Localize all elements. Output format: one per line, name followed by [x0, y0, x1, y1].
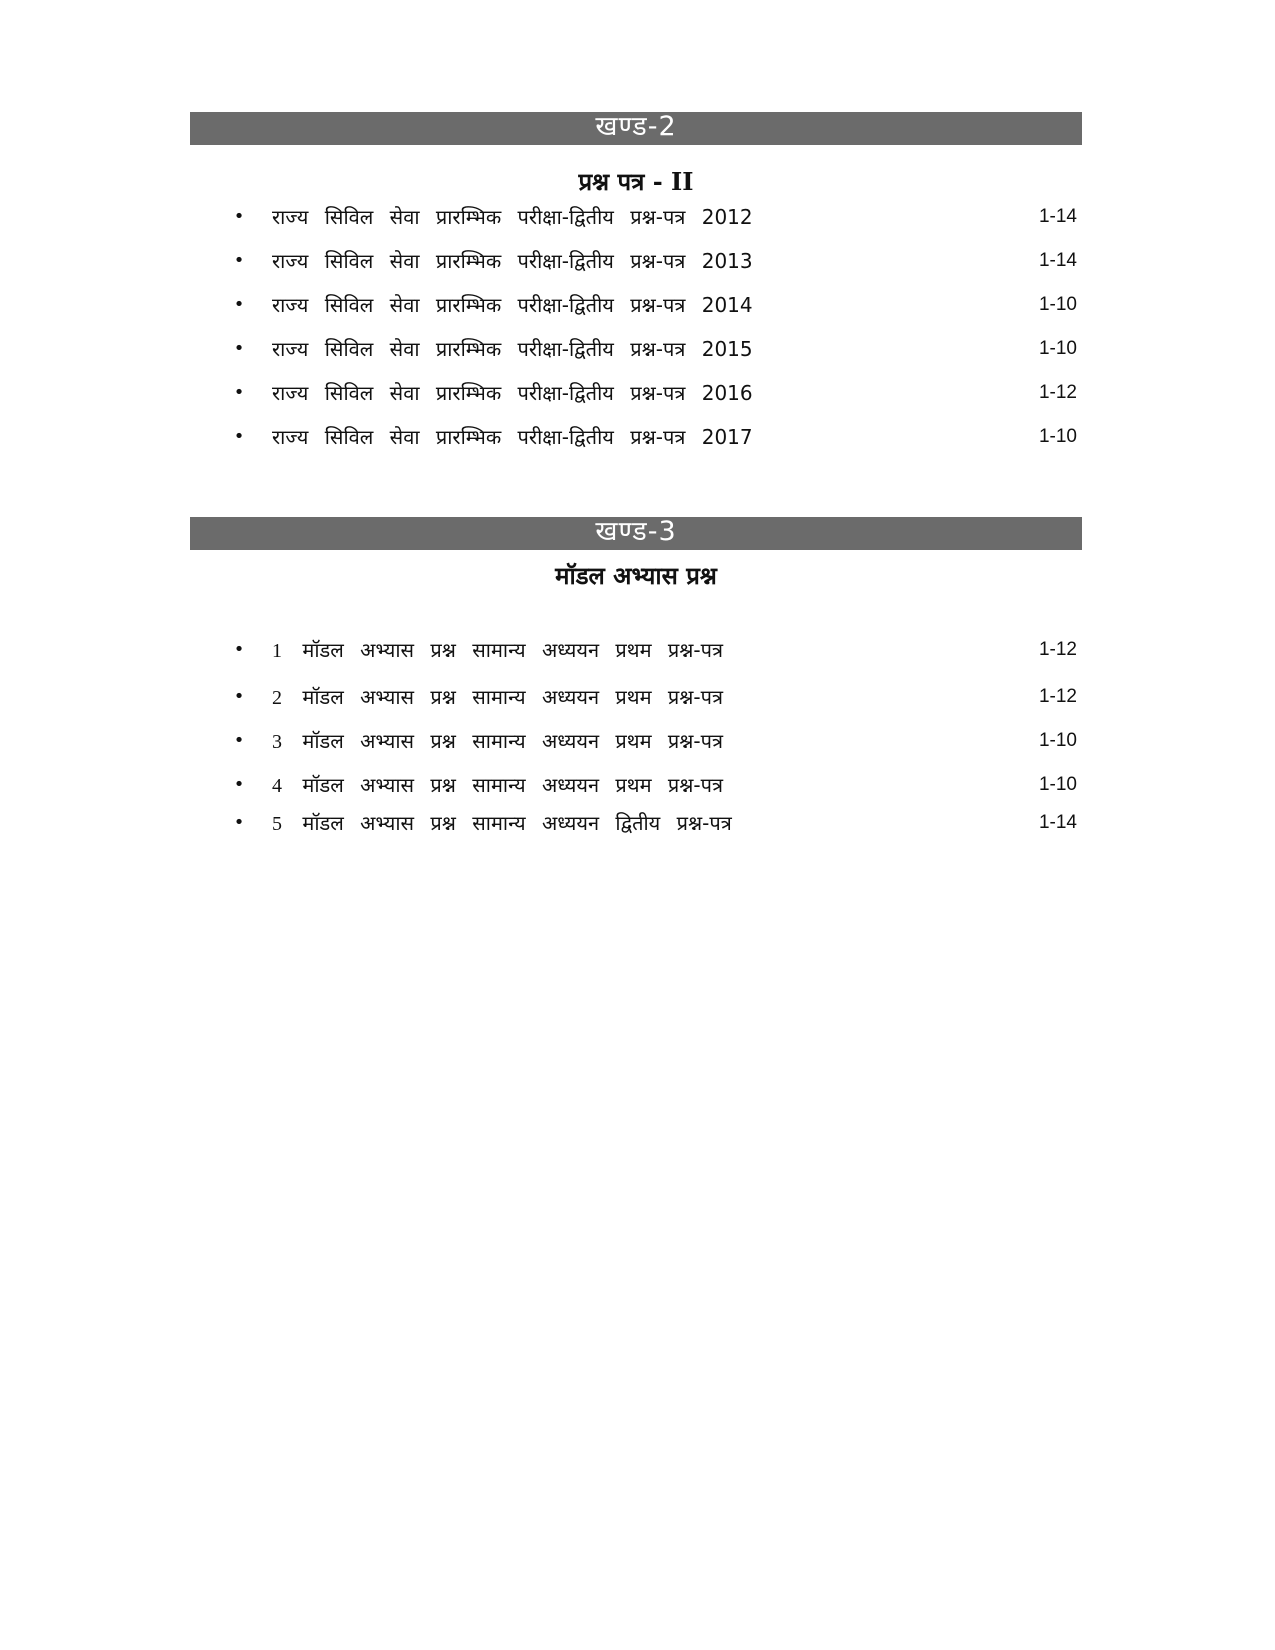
- toc-entry-number: 4: [272, 775, 282, 797]
- toc-entry-pages: 1-10: [1038, 774, 1077, 795]
- section-3-heading: खण्ड-3: [190, 517, 1082, 550]
- toc-entry-title: राज्य सिविल सेवा प्रारम्भिक परीक्षा-द्वितीय प्रश्न-पत्र 2014: [272, 293, 753, 317]
- toc-entry-pages: 1-14: [1038, 250, 1077, 271]
- toc-entry-title: राज्य सिविल सेवा प्रारम्भिक परीक्षा-द्वितीय प्रश्न-पत्र 2013: [272, 249, 753, 273]
- toc-entry-title-group: [272, 771, 723, 800]
- section-2-heading: खण्ड-2: [190, 112, 1082, 145]
- toc-entry-title-group: [272, 636, 723, 665]
- toc-entry-title: राज्य सिविल सेवा प्रारम्भिक परीक्षा-द्वितीय प्रश्न-पत्र 2016: [272, 381, 753, 405]
- toc-entry: [232, 683, 1077, 711]
- bullet-icon: •: [233, 812, 245, 833]
- toc-entry-number: 3: [272, 731, 282, 753]
- toc-entry-pages: 1-12: [1038, 686, 1077, 707]
- toc-entry-pages: 1-12: [1038, 382, 1077, 403]
- toc-entry: [232, 636, 1077, 664]
- toc-entry-pages: 1-12: [1038, 639, 1077, 660]
- toc-entry: [232, 203, 1077, 231]
- toc-entry-pages: 1-10: [1038, 730, 1077, 751]
- bullet-icon: •: [233, 206, 245, 227]
- toc-entry: [232, 771, 1077, 799]
- bullet-icon: •: [233, 730, 245, 751]
- toc-entry-number: 1: [272, 640, 282, 662]
- bullet-icon: •: [233, 686, 245, 707]
- toc-entry-title: मॉडल अभ्यास प्रश्न सामान्य अध्ययन प्रथम प्रश्न-पत्र: [302, 729, 724, 753]
- toc-entry-number: 5: [272, 813, 282, 835]
- toc-entry-title-group: [272, 727, 723, 756]
- bullet-icon: •: [233, 774, 245, 795]
- toc-entry: [232, 247, 1077, 275]
- bullet-icon: •: [233, 639, 245, 660]
- bullet-icon: •: [233, 382, 245, 403]
- toc-entry-title: मॉडल अभ्यास प्रश्न सामान्य अध्ययन प्रथम प्रश्न-पत्र: [302, 638, 724, 662]
- toc-entry-title-group: [272, 809, 732, 838]
- toc-entry-title: मॉडल अभ्यास प्रश्न सामान्य अध्ययन प्रथम प्रश्न-पत्र: [302, 773, 724, 797]
- toc-entry-pages: 1-10: [1038, 426, 1077, 447]
- toc-entry-title: राज्य सिविल सेवा प्रारम्भिक परीक्षा-द्वितीय प्रश्न-पत्र 2015: [272, 337, 753, 361]
- toc-entry-pages: 1-14: [1038, 812, 1077, 833]
- bullet-icon: •: [233, 294, 245, 315]
- section-3-subheading: मॉडल अभ्यास प्रश्न: [555, 561, 717, 590]
- toc-entry-title-group: [272, 683, 723, 712]
- toc-entry-title: राज्य सिविल सेवा प्रारम्भिक परीक्षा-द्वितीय प्रश्न-पत्र 2017: [272, 425, 753, 449]
- bullet-icon: •: [233, 250, 245, 271]
- toc-entry: [232, 335, 1077, 363]
- bullet-icon: •: [233, 426, 245, 447]
- toc-entry: [232, 379, 1077, 407]
- toc-entry: [232, 727, 1077, 755]
- toc-entry-pages: 1-10: [1038, 294, 1077, 315]
- toc-entry-title: मॉडल अभ्यास प्रश्न सामान्य अध्ययन द्वितीय प्रश्न-पत्र: [302, 811, 732, 835]
- toc-entry: [232, 423, 1077, 451]
- toc-entry: [232, 291, 1077, 319]
- section-2-subheading: प्रश्न पत्र - II: [578, 167, 694, 196]
- toc-entry-number: 2: [272, 687, 282, 709]
- toc-entry-title: मॉडल अभ्यास प्रश्न सामान्य अध्ययन प्रथम प्रश्न-पत्र: [302, 685, 724, 709]
- toc-entry-title: राज्य सिविल सेवा प्रारम्भिक परीक्षा-द्वितीय प्रश्न-पत्र 2012: [272, 205, 753, 229]
- toc-entry-pages: 1-14: [1038, 206, 1077, 227]
- toc-entry-pages: 1-10: [1038, 338, 1077, 359]
- toc-entry: [232, 809, 1077, 837]
- bullet-icon: •: [233, 338, 245, 359]
